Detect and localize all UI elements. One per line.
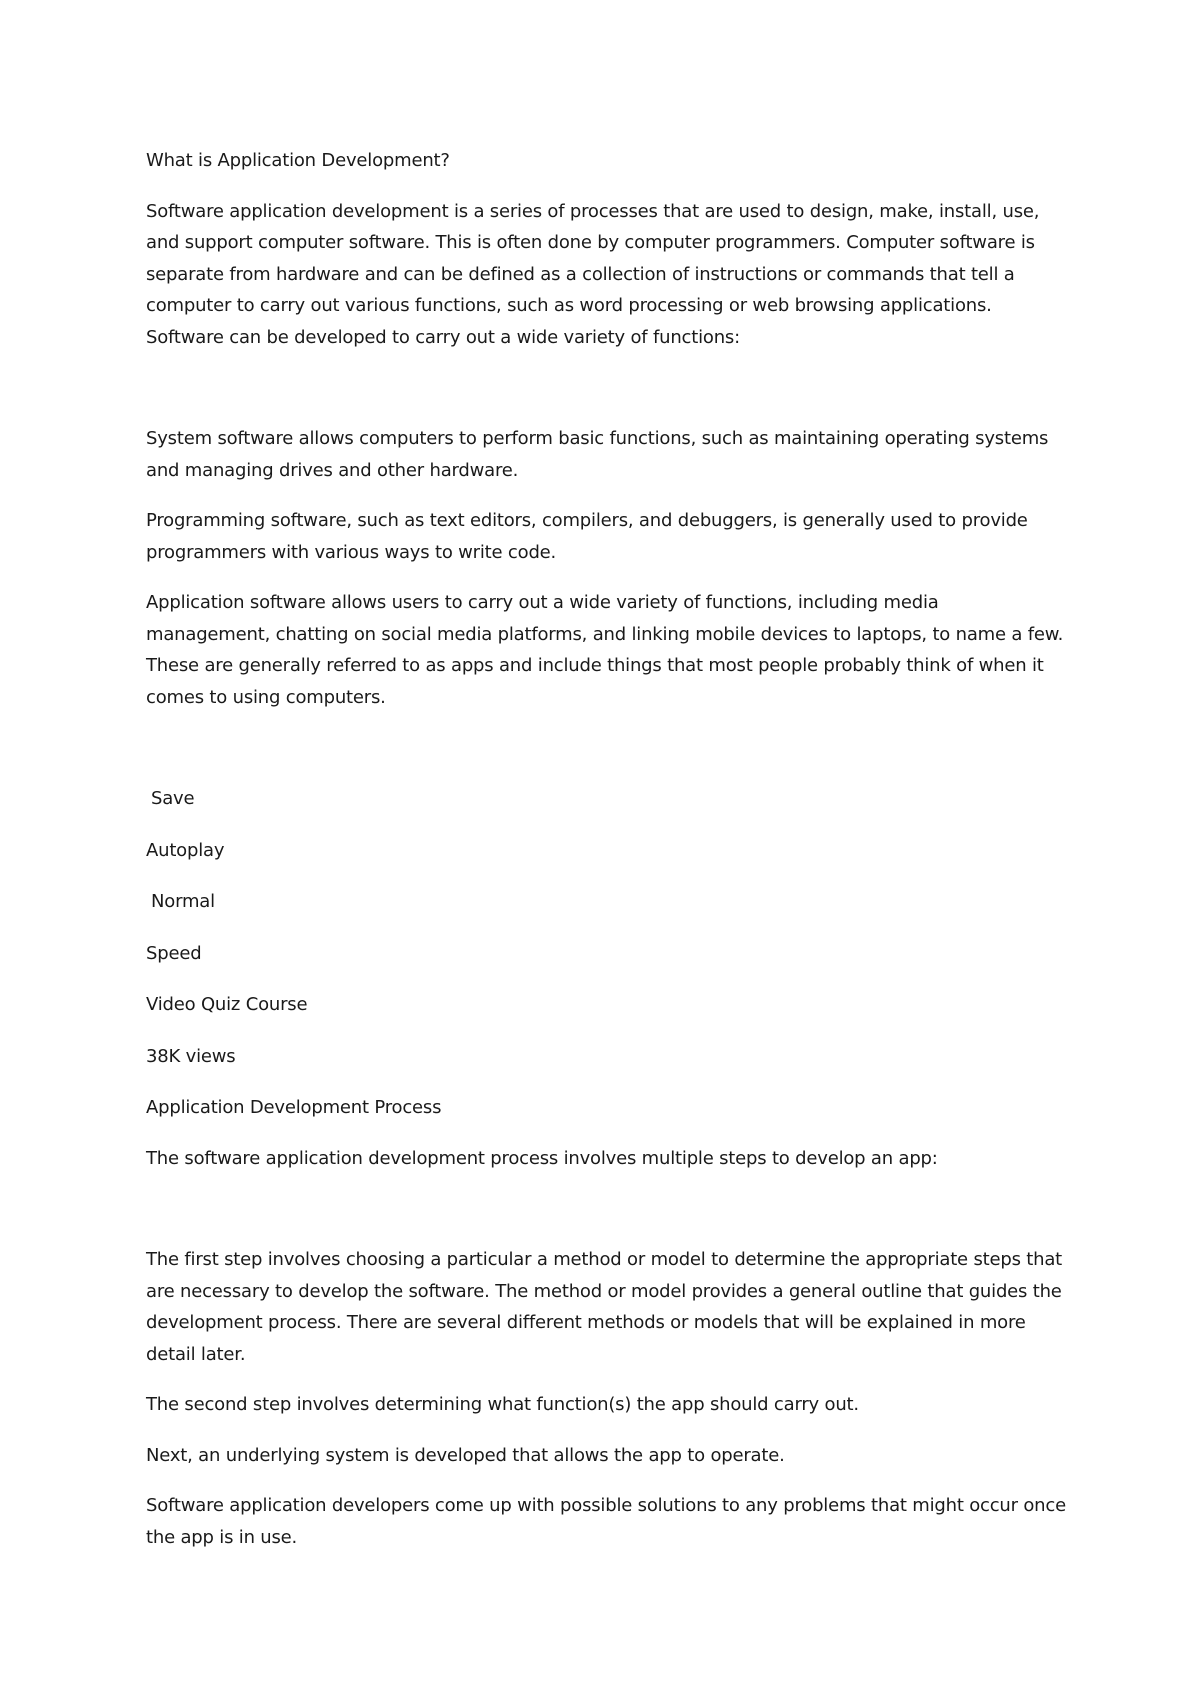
autoplay-label: Autoplay: [146, 839, 225, 861]
document-page: [146, 145, 1066, 1572]
views-count: 38K views: [146, 1045, 236, 1067]
process-heading: Application Development Process: [146, 1097, 442, 1118]
intro-paragraph: Software application development is a series of processes that are used to design, make, install, use, and support computer software. This is often done by computer programmers. Computer software is separate from hardware and can be defined as a collection of instructions or commands that tell a computer to carry out various functions, such as word processing or web browsing applications. Software can be developed to carry out a wide variety of functions:: [146, 200, 1040, 348]
video-quiz-course-label: Video Quiz Course: [146, 994, 308, 1015]
application-software-paragraph: Application software allows users to carry out a wide variety of functions, including media management, chatting on social media platforms, and linking mobile devices to laptops, to name a few. These are generally referred to as apps and include things that most people probably think of when it comes to using computers.: [146, 592, 1064, 708]
save-label: Save: [151, 788, 195, 809]
document-title: What is Application Development?: [146, 150, 450, 171]
spacer: [146, 1193, 1066, 1244]
step-paragraph: Software application developers come up with possible solutions to any problems that might occur once the app is in use.: [146, 1495, 1066, 1548]
system-software-paragraph: System software allows computers to perform basic functions, such as maintaining operating systems and managing drives and other hardware.: [146, 428, 1049, 481]
process-intro-paragraph: The software application development process involves multiple steps to develop an app:: [146, 1147, 938, 1169]
step-paragraph: Next, an underlying system is developed that allows the app to operate.: [146, 1444, 785, 1466]
spacer: [146, 372, 1066, 423]
step-paragraph: The first step involves choosing a particular a method or model to determine the appropriate steps that are necessary to develop the software. The method or model provides a general outline that guides the development process. There are several different methods or models that will be explained in more detail later.: [146, 1249, 1063, 1365]
spacer: [146, 732, 1066, 783]
speed-label: Speed: [146, 942, 202, 964]
programming-software-paragraph: Programming software, such as text editors, compilers, and debuggers, is generally used to provide programmers with various ways to write code.: [146, 510, 1028, 563]
step-paragraph: The second step involves determining what function(s) the app should carry out.: [146, 1394, 859, 1415]
normal-label: Normal: [151, 891, 215, 912]
